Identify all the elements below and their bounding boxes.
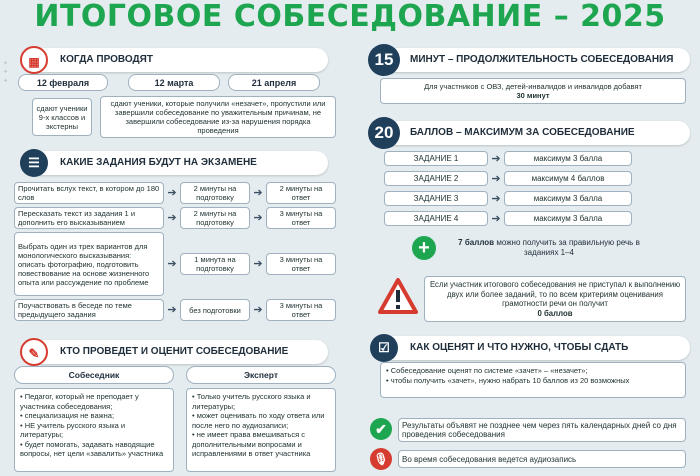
task-3-answer: 3 минуты на ответ: [266, 253, 336, 275]
teacher-icon: ☰: [20, 149, 48, 177]
grading-list: [380, 362, 686, 398]
arrow-right-icon: ➔: [167, 187, 177, 199]
arrow-right-icon: ➔: [491, 173, 501, 185]
when-header: КОГДА ПРОВОДЯТ: [22, 48, 328, 72]
list-item: • будет помогать, задавать наводящие вопросы, нет цели «завалить» участника: [20, 440, 168, 459]
score-max-3: максимум 3 балла: [504, 191, 632, 206]
tasks-header: КАКИЕ ЗАДАНИЯ БУДУТ НА ЭКЗАМЕНЕ: [22, 151, 328, 175]
arrow-right-icon: ➔: [167, 258, 177, 270]
score-task-2: ЗАДАНИЕ 2: [384, 171, 488, 186]
task-3-prep: 1 минута на подготовку: [180, 253, 250, 275]
duration-note: [380, 78, 686, 104]
bonus-text: можно получить за правильную речь в заданиях 1–4: [496, 238, 640, 257]
duration-note-text: Для участников с ОВЗ, детей-инвалидов и инвалидов добавят: [424, 82, 642, 91]
arrow-right-icon: ➔: [491, 193, 501, 205]
task-3-description: Выбрать один из трех вариантов для монологического высказывания: описать фотографию, подготовить повествование на основе жизненного опыта или рассуждение по проблеме: [14, 232, 164, 296]
task-1-prep: 2 минуты на подготовку: [180, 182, 250, 204]
scores-number: 20: [368, 117, 400, 149]
list-item: • может оценивать по ходу ответа или после него по аудиозаписи;: [192, 411, 330, 430]
score-task-3: ЗАДАНИЕ 3: [384, 191, 488, 206]
task-4-prep: без подготовки: [180, 299, 250, 321]
expert-list: [186, 388, 336, 472]
arrow-right-icon: ➔: [253, 258, 263, 270]
arrow-right-icon: ➔: [491, 153, 501, 165]
warning-text: Если участник итогового собеседования не приступал к выполнению двух или более заданий, то по всем критериям оценивания грамотности речи он получит: [429, 280, 681, 308]
interviewer-title: Собеседник: [14, 366, 174, 384]
score-max-2: максимум 4 баллов: [504, 171, 632, 186]
arrow-right-icon: ➔: [253, 304, 263, 316]
list-item: • чтобы получить «зачет», нужно набрать 10 баллов из 20 возможных: [386, 376, 680, 386]
score-max-1: максимум 3 балла: [504, 151, 632, 166]
task-4-answer: 3 минуты на ответ: [266, 299, 336, 321]
audio-note: Во время собеседования ведется аудиозапись: [398, 450, 686, 468]
list-item: • специализация не важна;: [20, 411, 168, 421]
arrow-right-icon: ➔: [491, 213, 501, 225]
task-2-description: Пересказать текст из задания 1 и дополнить его высказыванием: [14, 207, 164, 229]
task-1-answer: 2 минуты на ответ: [266, 182, 336, 204]
results-note: Результаты объявят не позднее чем через пять календарных дней со дня проведения собеседования: [398, 418, 686, 442]
examiners-header: КТО ПРОВЕДЕТ И ОЦЕНИТ СОБЕСЕДОВАНИЕ: [22, 340, 328, 364]
date-3: 21 апреля: [228, 74, 320, 91]
task-2-answer: 3 минуты на ответ: [266, 207, 336, 229]
date-2: 12 марта: [128, 74, 220, 91]
list-item: • не имеет права вмешиваться с дополнительными вопросами и исправлениями в ответ участника: [192, 430, 330, 459]
when-note-2: сдают ученики, которые получили «незачет», пропустили или завершили собеседование по уважительным причинам, не завершили собеседование из-за нарушения порядка проведения: [100, 96, 336, 138]
scores-header: БАЛЛОВ – МАКСИМУМ ЗА СОБЕСЕДОВАНИЕ: [372, 121, 690, 145]
list-item: • Собеседование оценят по системе «зачет» – «незачет»;: [386, 366, 680, 376]
arrow-right-icon: ➔: [167, 304, 177, 316]
bonus-strong: 7 баллов: [458, 238, 495, 247]
calendar-icon: ▦: [20, 46, 48, 74]
arrow-right-icon: ➔: [167, 212, 177, 224]
warning-box: [424, 276, 686, 322]
task-4-description: Поучаствовать в беседе по теме предыдущего задания: [14, 299, 164, 321]
warning-result: 0 баллов: [537, 308, 573, 318]
expert-title: Эксперт: [186, 366, 336, 384]
task-1-description: Прочитать вслух текст, в котором до 180 слов: [14, 182, 164, 204]
duration-number: 15: [368, 44, 400, 76]
bonus-note: [444, 238, 654, 258]
page-title: ИТОГОВОЕ СОБЕСЕДОВАНИЕ – 2025: [34, 0, 666, 34]
list-item: • Только учитель русского языка и литературы;: [192, 392, 330, 411]
list-item: • НЕ учитель русского языка и литературы;: [20, 421, 168, 440]
pencil-icon: ✎: [20, 338, 48, 366]
date-1: 12 февраля: [18, 74, 108, 91]
plus-icon: +: [412, 236, 436, 260]
duration-header: МИНУТ – ПРОДОЛЖИТЕЛЬНОСТЬ СОБЕСЕДОВАНИЯ: [372, 48, 690, 72]
when-note-1: сдают ученики 9-х классов и экстерны: [32, 98, 92, 136]
warning-icon: [378, 278, 418, 314]
score-task-4: ЗАДАНИЕ 4: [384, 211, 488, 226]
duration-extra: 30 минут: [516, 91, 550, 100]
checklist-icon: ☑: [370, 334, 398, 362]
list-item: • Педагог, который не преподает у участника собеседования;: [20, 392, 168, 411]
microphone-icon: 🎙: [370, 448, 392, 470]
watermark-left: ✦ ✦ ✦: [2, 60, 8, 85]
grading-header: КАК ОЦЕНЯТ И ЧТО НУЖНО, ЧТОБЫ СДАТЬ: [372, 336, 690, 360]
arrow-right-icon: ➔: [253, 187, 263, 199]
checkmark-icon: ✔: [370, 418, 392, 440]
task-2-prep: 2 минуты на подготовку: [180, 207, 250, 229]
interviewer-list: [14, 388, 174, 472]
score-max-4: максимум 3 балла: [504, 211, 632, 226]
score-task-1: ЗАДАНИЕ 1: [384, 151, 488, 166]
arrow-right-icon: ➔: [253, 212, 263, 224]
